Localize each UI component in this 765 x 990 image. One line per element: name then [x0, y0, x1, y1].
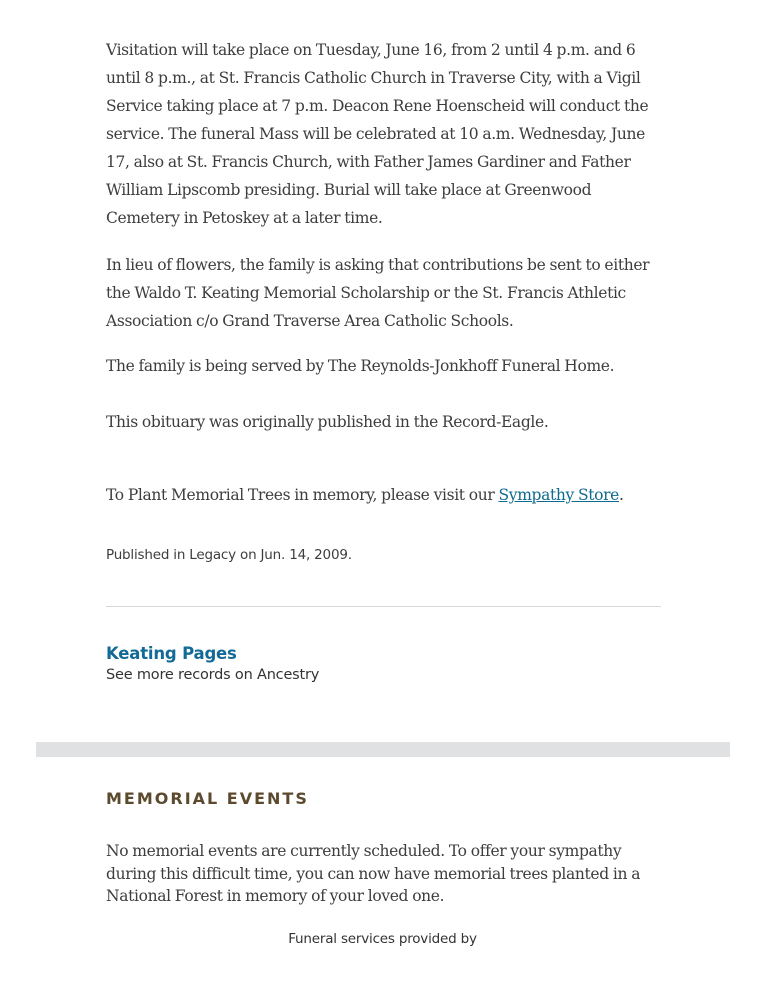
sympathy-store-link[interactable]: Sympathy Store: [498, 486, 620, 504]
ancestry-block: [106, 643, 662, 685]
section-divider: [106, 606, 661, 607]
memorial-events-text: No memorial events are currently scheduled. To offer your sympathy during this difficult time, you can now have memorial trees planted in a National Forest in memory of your loved one.: [106, 842, 641, 905]
memorial-events-body: [106, 840, 662, 908]
memorial-trees-line: [106, 481, 662, 509]
obituary-paragraph-source: This obituary was originally published in the Record-Eagle.: [106, 413, 549, 431]
obituary-paragraph-funeral-home: The family is being served by The Reynolds-Jonkhoff Funeral Home.: [106, 357, 615, 375]
funeral-services-label: Funeral services provided by: [288, 931, 477, 947]
memorial-trees-suffix: .: [619, 486, 624, 504]
ancestry-pages-link[interactable]: Keating Pages: [106, 644, 237, 663]
ancestry-subtitle: See more records on Ancestry: [106, 667, 320, 683]
memorial-trees-prefix: To Plant Memorial Trees in memory, please visit our: [106, 486, 499, 504]
published-date: Published in Legacy on Jun. 14, 2009.: [106, 547, 352, 563]
obituary-paragraph-services: Visitation will take place on Tuesday, June 16, from 2 until 4 p.m. and 6 until 8 p.m., at St. Francis Catholic Church in Traverse City, with a Vigil Service taking place at 7 p.m. Deacon Rene Hoenscheid will conduct the service. The funeral Mass will be celebrated at 10 a.m. Wednesday, June 17, also at St. Francis Church, with Father James Gardiner and Father William Lipscomb presiding. Burial will take place at Greenwood Cemetery in Petoskey at a later time.: [106, 41, 649, 227]
section-separator-band: [36, 742, 730, 757]
memorial-events-heading: MEMORIAL EVENTS: [106, 789, 309, 808]
obituary-paragraph-contributions: In lieu of flowers, the family is asking that contributions be sent to either the Waldo T. Keating Memorial Scholarship or the St. Francis Athletic Association c/o Grand Traverse Area Catholic Schools.: [106, 256, 650, 330]
